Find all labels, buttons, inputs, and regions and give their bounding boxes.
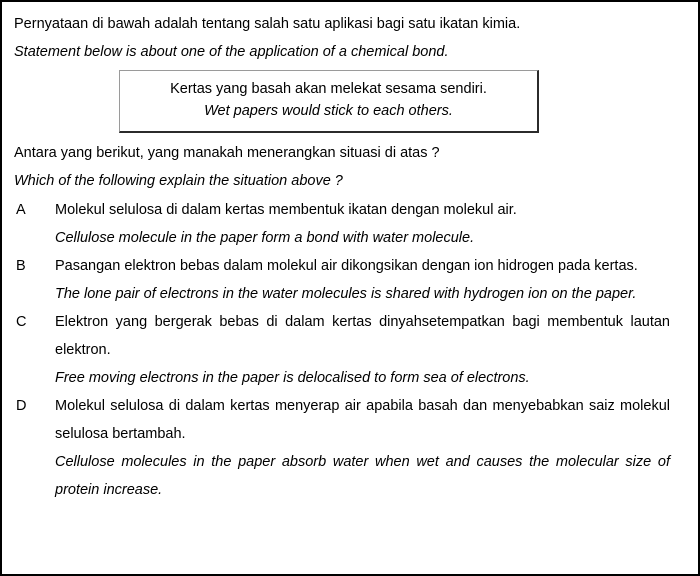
question-block: [14, 135, 672, 195]
option-a[interactable]: [14, 196, 672, 252]
option-body: [55, 308, 670, 392]
options-list: [14, 195, 672, 504]
statement-english: Wet papers would stick to each others.: [204, 103, 453, 119]
option-letter: D: [16, 398, 27, 414]
statement-box-wrapper: [14, 66, 672, 135]
option-letter: A: [16, 202, 26, 218]
option-c[interactable]: [14, 308, 672, 392]
option-d[interactable]: [14, 392, 672, 504]
intro-block: [14, 10, 672, 66]
statement-box: [119, 70, 539, 133]
option-text-malay: Molekul selulosa di dalam kertas membentuk ikatan dengan molekul air.: [55, 202, 517, 218]
option-text-english: Cellulose molecules in the paper absorb water when wet and causes the molecular size of protein increase.: [55, 454, 670, 498]
page-content: [2, 2, 698, 574]
option-body: [55, 252, 670, 308]
option-text-malay: Elektron yang bergerak bebas di dalam kertas dinyahsetempatkan bagi membentuk lautan elektron.: [55, 314, 670, 358]
option-letter: B: [16, 258, 26, 274]
intro-malay: Pernyataan di bawah adalah tentang salah satu aplikasi bagi satu ikatan kimia.: [14, 16, 521, 32]
intro-english: Statement below is about one of the application of a chemical bond.: [14, 44, 449, 60]
option-text-malay: Pasangan elektron bebas dalam molekul air dikongsikan dengan ion hidrogen pada kertas.: [55, 258, 638, 274]
option-body: [55, 392, 670, 504]
option-text-english: The lone pair of electrons in the water molecules is shared with hydrogen ion on the paper.: [55, 286, 637, 302]
option-body: [55, 196, 670, 252]
question-english: Which of the following explain the situation above ?: [14, 173, 343, 189]
option-letter: C: [16, 314, 27, 330]
statement-malay: Kertas yang basah akan melekat sesama sendiri.: [170, 81, 487, 97]
option-b[interactable]: [14, 252, 672, 308]
question-malay: Antara yang berikut, yang manakah menerangkan situasi di atas ?: [14, 145, 440, 161]
option-text-english: Free moving electrons in the paper is delocalised to form sea of electrons.: [55, 370, 530, 386]
option-text-malay: Molekul selulosa di dalam kertas menyerap air apabila basah dan menyebabkan saiz molekul selulosa bertambah.: [55, 398, 670, 442]
option-text-english: Cellulose molecule in the paper form a bond with water molecule.: [55, 230, 475, 246]
